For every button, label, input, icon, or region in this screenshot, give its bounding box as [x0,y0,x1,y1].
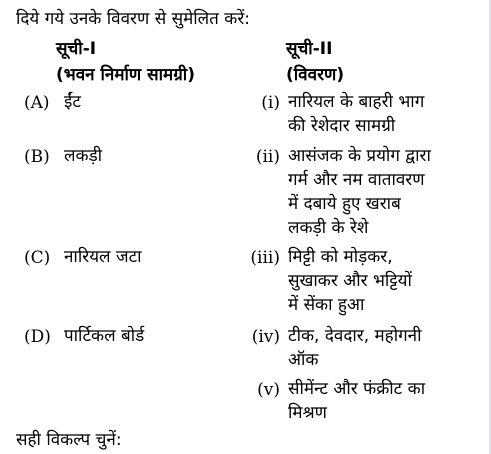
list1-item-a-text: ईंट [64,92,81,112]
list1-item-c-text: नारियल जटा [64,247,142,267]
list2-item-iv-text: टीक, देवदार, महोगनी ऑक [288,326,422,370]
list2-item-iii-text: मिट्टी को मोड़कर, सुखाकर और भट्टियों में सेंका हुआ [288,247,412,315]
list2-item-iv-label: (iv) [251,327,280,347]
list1-item-b-label: (B) [24,147,50,167]
list2-item-i-label: (i) [261,93,280,113]
list1-item-d-label: (D) [24,327,51,347]
list2-item-ii-text: आसंजक के प्रयोग द्वारा गर्म और नम वातावरण में दबाये हुए खराब लकड़ी के रेशे [288,146,431,238]
list2-item-iii-label: (iii) [250,248,280,268]
list1-item-a-label: (A) [24,93,50,113]
list2-item-i-text: नारियल के बाहरी भाग की रेशेदार सामग्री [288,92,425,136]
list2-title: सूची-II [286,39,333,59]
answer-prompt: सही विकल्प चुनें: [16,430,122,450]
list1-item-d-text: पार्टिकल बोर्ड [64,326,145,346]
list2-item-ii-label: (ii) [255,147,280,167]
list2-item-v-text: सीमेंन्ट और फंक्रीट का मिश्रण [288,379,426,423]
list1-item-c-label: (C) [24,248,51,268]
list1-subtitle: (भवन निर्माण सामग्री) [56,65,195,85]
list2-subtitle: (विवरण) [286,65,345,85]
list1-title: सूची-I [56,39,97,59]
list1-item-b-text: लकड़ी [64,146,103,166]
list2-item-v-label: (v) [257,380,280,400]
question-text: दिये गये उनके विवरण से सुमेलित करें: [16,9,251,29]
